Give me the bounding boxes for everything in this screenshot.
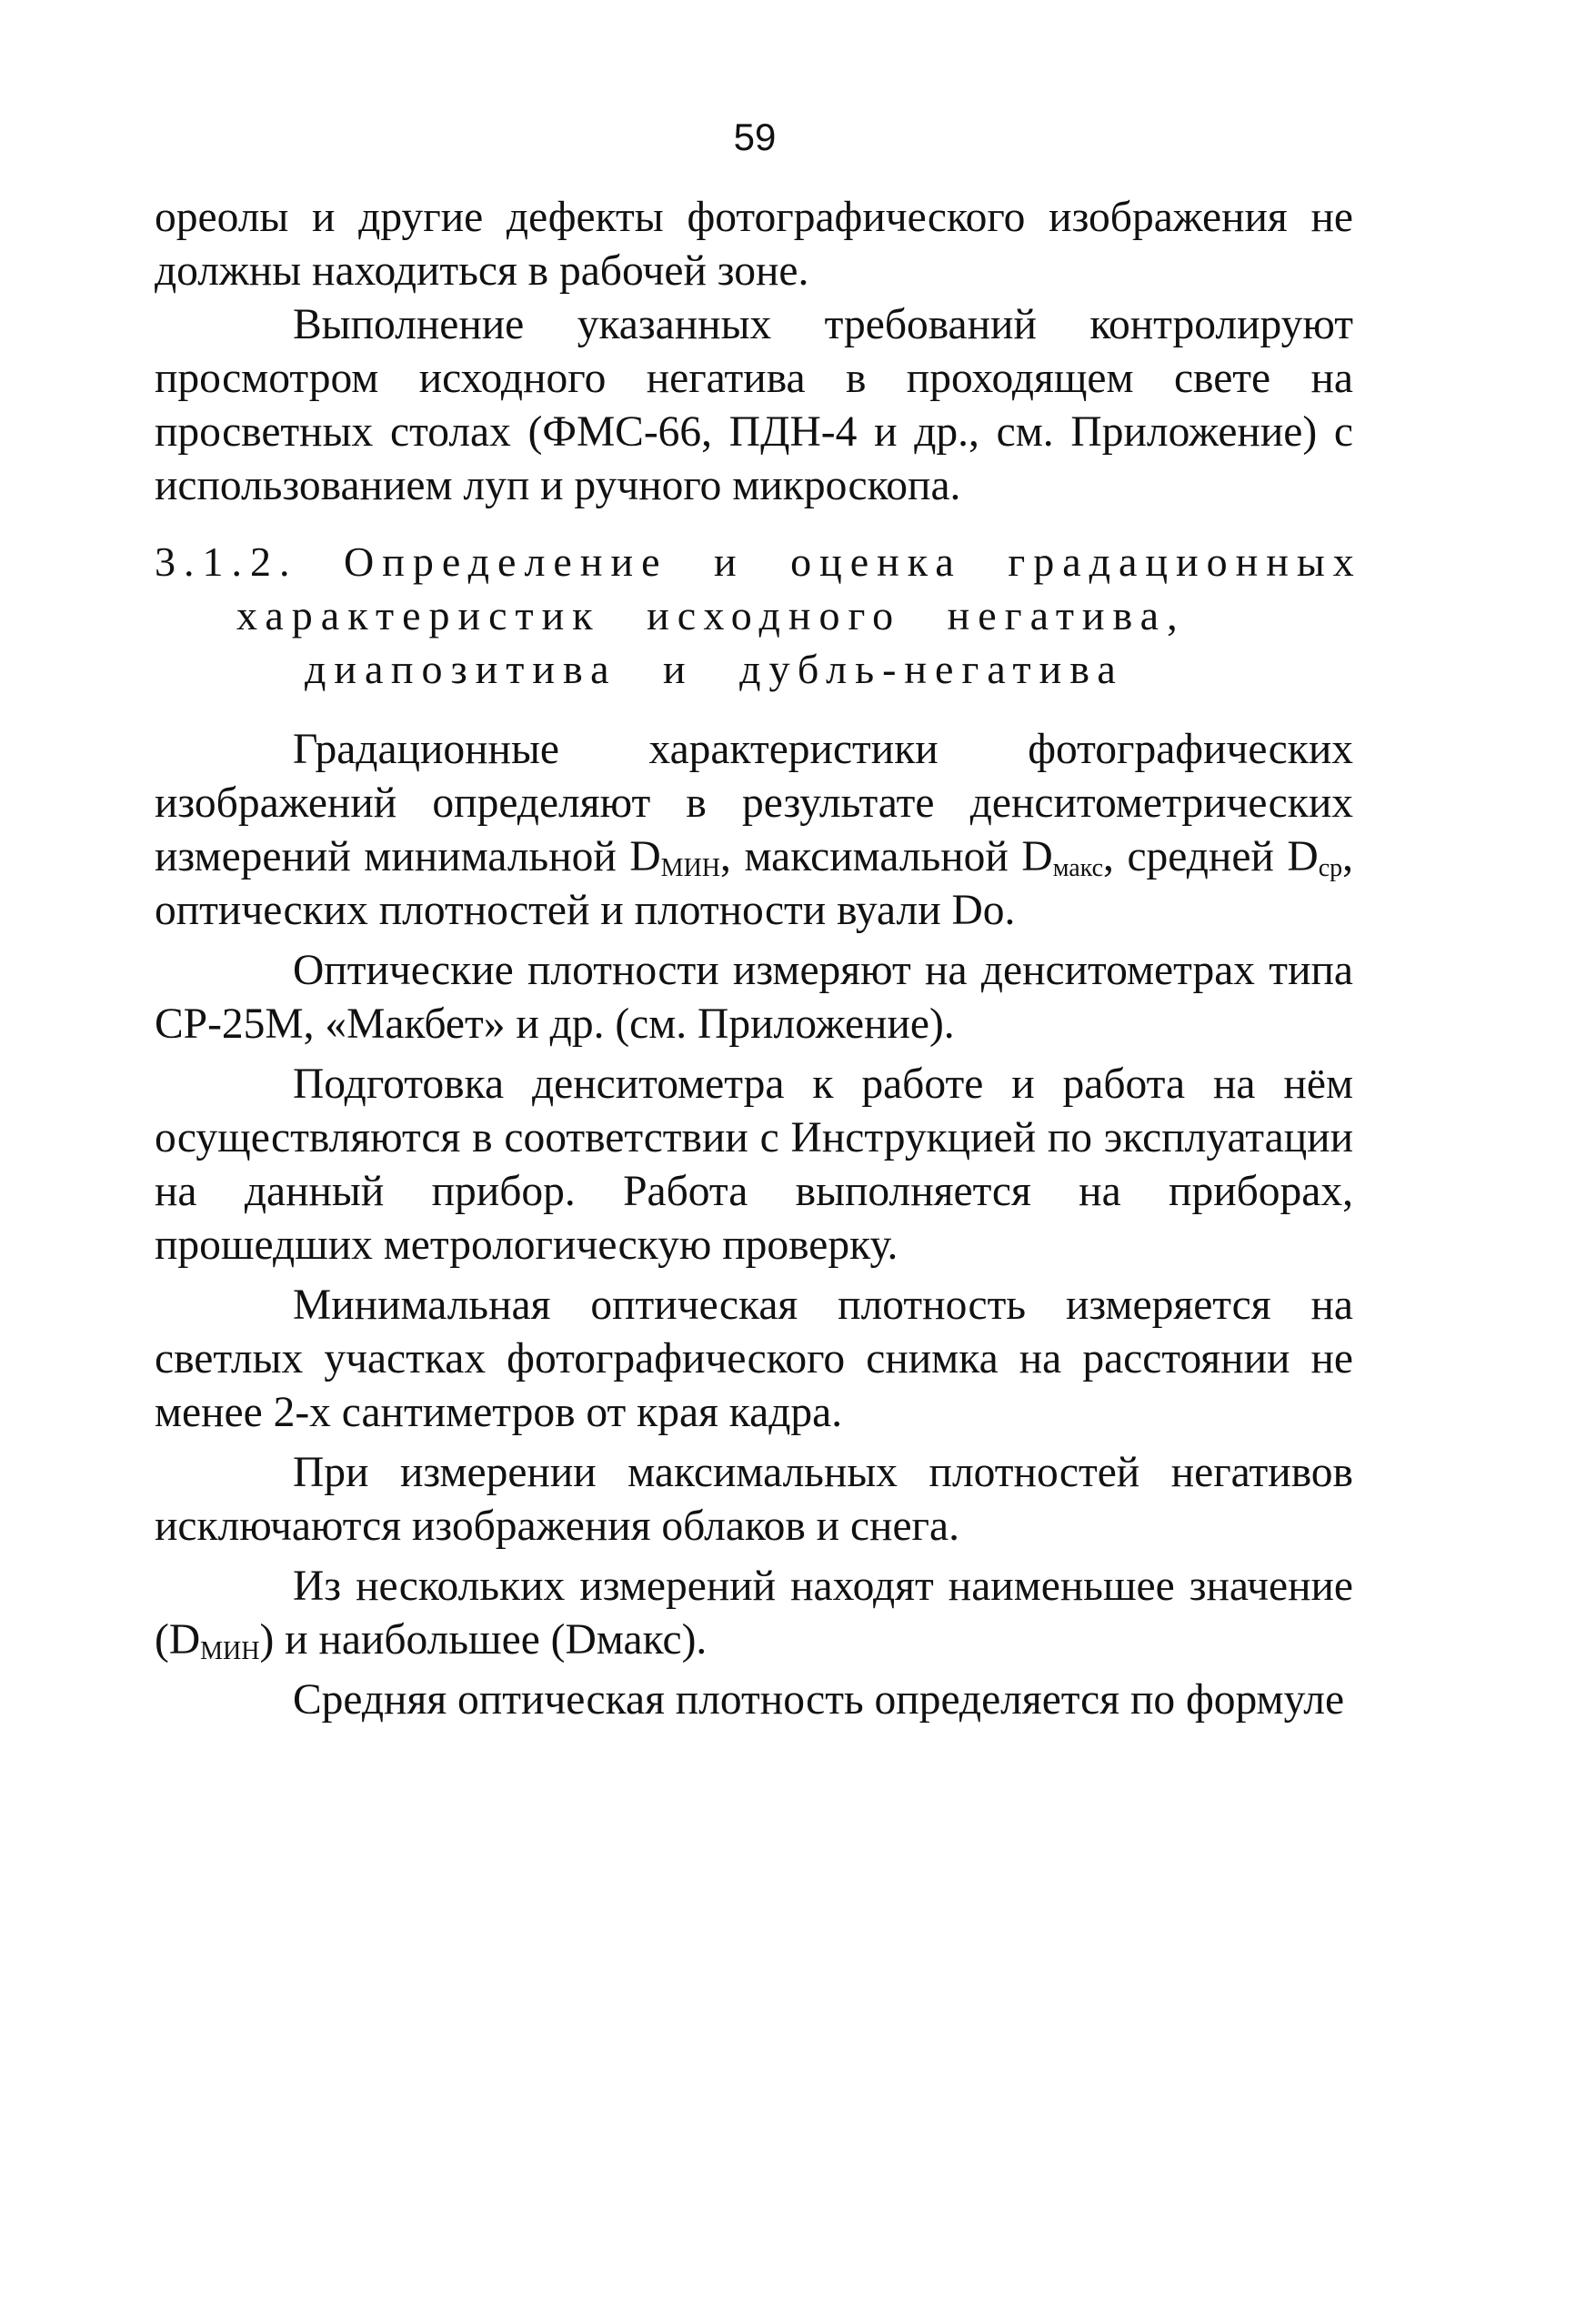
extremes-text-a: Из нескольких измерений находят наименьшее значение (D [155,1563,1353,1664]
page-content [155,191,1362,1734]
section-heading-line-2: характеристик исходного негатива, [236,592,1186,638]
paragraph-defects: ореолы и другие дефекты фотографического изображения не должны находиться в рабочей зоне. [155,194,1353,295]
gradation-text-d: , оптических плотностей и плотности вуали Do. [155,833,1353,934]
paragraph-mean-density: Средняя оптическая плотность определяется по формуле [293,1676,1345,1724]
paragraph-inspection: Выполнение указанных требований контролируют просмотром исходного негатива в проходящем свете на просветных столах (ФМС-66, ПДН-4 и др., см. Приложение) с использованием луп и ручного микроскопа. [155,301,1353,509]
extremes-subscript-min: МИН [200,1637,260,1665]
section-heading-line-3: диапозитива и дубль-негатива [305,646,1124,692]
paragraph-preparation: Подготовка денситометра к работе и работа на нём осуществляются в соответствии с Инструкцией по эксплуатации на данный прибор. Работа выполняется на приборах, прошедших метрологическую проверку. [155,1061,1353,1269]
section-heading-line-1: 3.1.2. Определение и оценка градационных [155,538,1362,585]
paragraph-max-density: При измерении максимальных плотностей негативов исключаются изображения облаков и снега. [155,1449,1353,1550]
subscript-sr: ср [1318,854,1343,882]
paragraph-min-density: Минимальная оптическая плотность измеряется на светлых участках фотографического снимка на расстоянии не менее 2-х сантиметров от края кадра. [155,1282,1353,1436]
paragraph-extremes [155,1560,1353,1667]
paragraph-gradation [155,723,1353,938]
section-heading [155,535,1362,696]
page-number: 59 [733,116,777,158]
gradation-text-b: , максимальной D [720,833,1053,880]
paragraph-densitometers: Оптические плотности измеряют на денситометрах типа СР-25М, «Макбет» и др. (см. Приложение). [155,947,1353,1048]
subscript-max: макс [1052,854,1104,882]
extremes-text-b: ) и наибольшее (Dмакс). [259,1616,708,1664]
gradation-text-a: Градационные характеристики фотографических изображений определяют в результате денситометрических измерений минимальной D [155,726,1353,880]
gradation-text-c: , средней D [1103,833,1319,880]
subscript-min: МИН [660,854,721,882]
